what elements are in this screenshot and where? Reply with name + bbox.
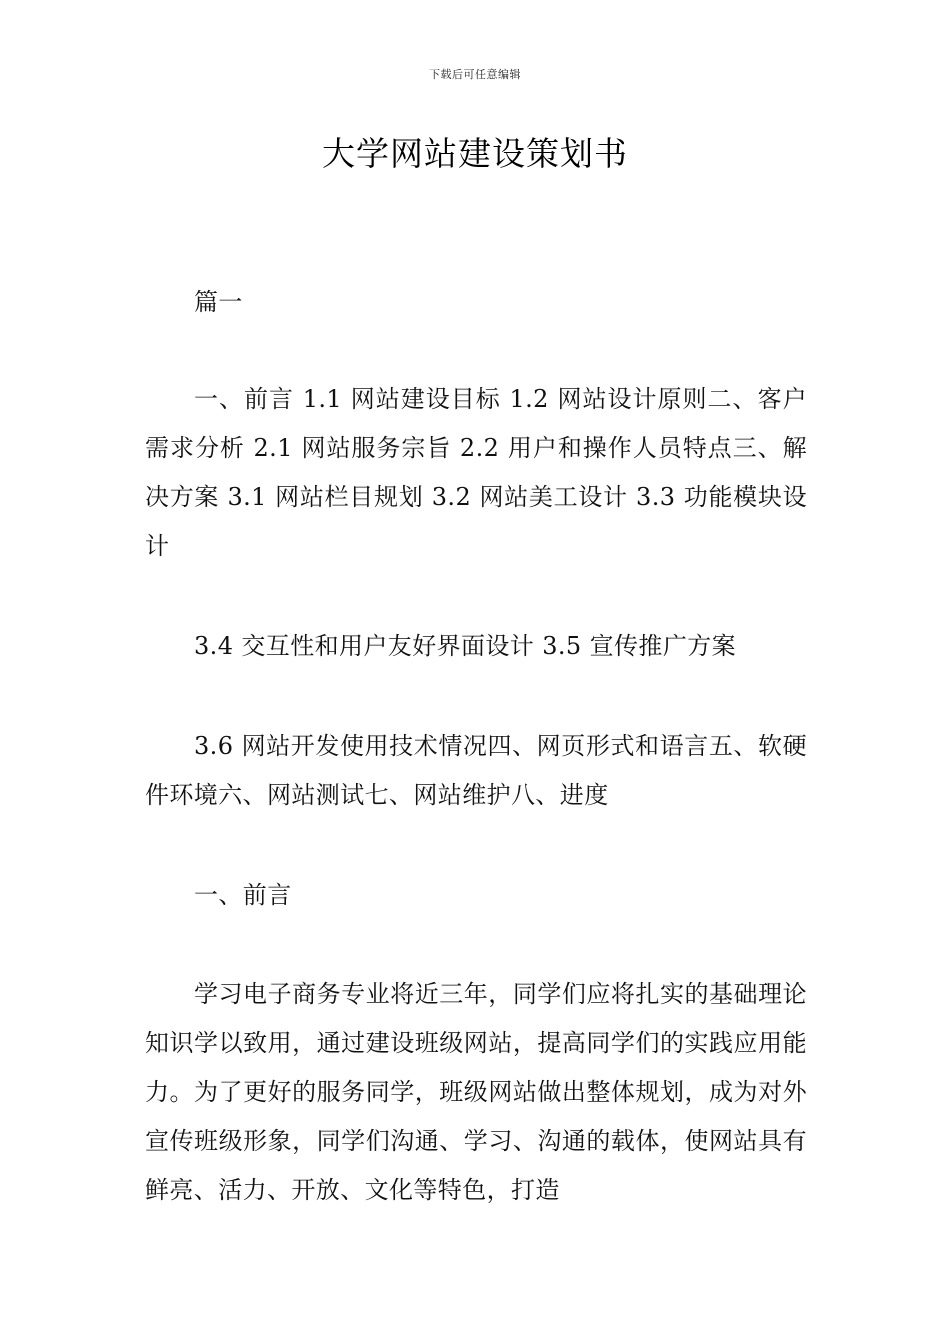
toc-paragraph-3: 3.6 网站开发使用技术情况四、网页形式和语言五、软硬件环境六、网站测试七、网站维护八、进度: [145, 732, 807, 809]
body-paragraph-1: 学习电子商务专业将近三年，同学们应将扎实的基础理论知识学以致用，通过建设班级网站，提高同学们的实践应用能力。为了更好的服务同学，班级网站做出整体规划，成为对外宣传班级形象，同学们沟通、学习、沟通的载体，使网站具有鲜亮、活力、开放、文化等特色，打造: [145, 980, 807, 1204]
header-note: 下载后可任意编辑: [429, 68, 521, 81]
toc-paragraph-2: 3.4 交互性和用户友好界面设计 3.5 宣传推广方案: [194, 632, 737, 660]
section-heading-preface: 一、前言: [194, 881, 292, 909]
section-label: 篇一: [194, 288, 243, 316]
toc-paragraph-1: 一、前言 1.1 网站建设目标 1.2 网站设计原则二、客户需求分析 2.1 网站服务宗旨 2.2 用户和操作人员特点三、解决方案 3.1 网站栏目规划 3.2 网站美工设计 3.3 功能模块设计: [145, 385, 807, 560]
document-title: 大学网站建设策划书: [322, 134, 628, 173]
